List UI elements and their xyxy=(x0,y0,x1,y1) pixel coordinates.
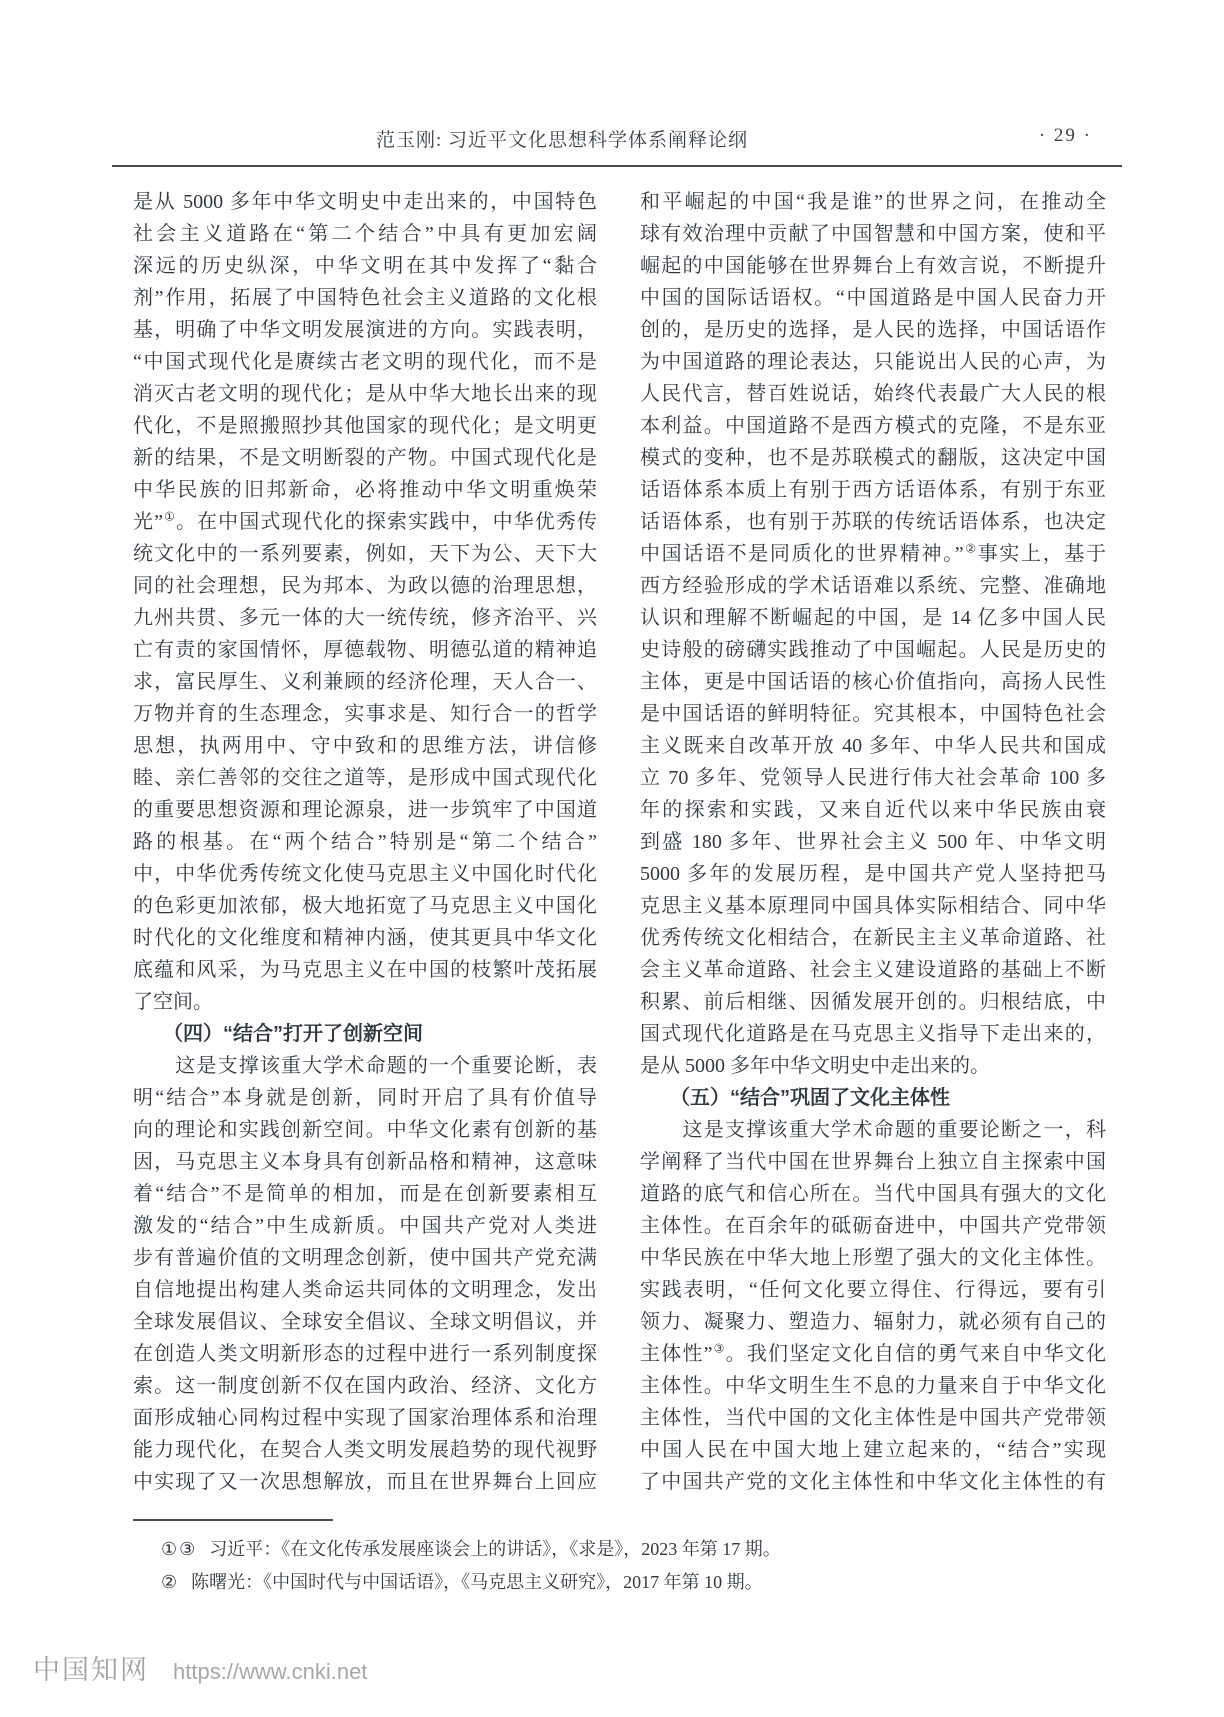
body-text-line: 能力现代化，在契合人类文明发展趋势的现代视野 xyxy=(133,1439,597,1461)
section-heading: （五）“结合”巩固了文化主体性 xyxy=(640,1087,950,1109)
body-text-line: 光”①。在中国式现代化的探索实践中，中华优秀传 xyxy=(133,509,597,533)
body-text-line: 主体性。在百余年的砥砺奋进中，中国共产党带领 xyxy=(640,1215,1106,1237)
body-text-line: 新的结果，不是文明断裂的产物。中国式现代化是 xyxy=(133,447,597,469)
body-text-line: 中国话语不是同质化的世界精神。”②事实上，基于 xyxy=(640,541,1106,565)
footnote-item xyxy=(133,1533,1106,1566)
body-text-line: 实践表明，“任何文化要立得住、行得远，要有引 xyxy=(640,1279,1106,1301)
body-text-line: 着“结合”不是简单的相加，而是在创新要素相互 xyxy=(133,1183,597,1205)
body-text-line: 中国的国际话语权。“中国道路是中国人民奋力开 xyxy=(640,287,1106,309)
body-text-line: 主义既来自改革开放 40 多年、中华人民共和国成 xyxy=(640,735,1106,757)
footnote-ref: ② xyxy=(963,541,978,556)
footnotes xyxy=(133,1533,1106,1599)
body-text-line: 中，中华优秀传统文化使马克思主义中国化时代化 xyxy=(133,863,597,885)
body-text-line: 基，明确了中华文明发展演进的方向。实践表明， xyxy=(133,319,597,341)
body-text-line: 话语体系本质上有别于西方话语体系，有别于东亚 xyxy=(640,479,1106,501)
body-text-line: 激发的“结合”中生成新质。中国共产党对人类进 xyxy=(133,1215,597,1237)
footnote-ref: ① xyxy=(162,509,176,524)
body-text-line: 人民代言，替百姓说话，始终代表最广大人民的根 xyxy=(640,383,1106,405)
body-text-line: 会主义革命道路、社会主义建设道路的基础上不断 xyxy=(640,959,1106,981)
body-text-line: 统文化中的一系列要素，例如，天下为公、天下大 xyxy=(133,543,597,565)
body-text-line: 步有普遍价值的文明理念创新，使中国共产党充满 xyxy=(133,1247,597,1269)
body-text-line: 创的，是历史的选择，是人民的选择，中国话语作 xyxy=(640,319,1106,341)
body-text-line: 了中国共产党的文化主体性和中华文化主体性的有 xyxy=(640,1471,1106,1493)
body-text-line: 代化，不是照搬照抄其他国家的现代化；是文明更 xyxy=(133,415,597,437)
body-text-line: 向的理论和实践创新空间。中华文化素有创新的基 xyxy=(133,1119,597,1141)
body-text-line: 5000 多年的发展历程，是中国共产党人坚持把马 xyxy=(640,863,1106,885)
body-text-line: 克思主义基本原理同中国具体实际相结合、同中华 xyxy=(640,895,1106,917)
body-text-line: 底蕴和风采，为马克思主义在中国的枝繁叶茂拓展 xyxy=(133,959,597,981)
body-text-line: 在创造人类文明新形态的过程中进行一系列制度探 xyxy=(133,1343,597,1365)
body-text-line: 睦、亲仁善邻的交往之道等，是形成中国式现代化 xyxy=(133,767,597,789)
body-text-line: 西方经验形成的学术话语难以系统、完整、准确地 xyxy=(640,575,1106,597)
body-text-line: 年的探索和实践，又来自近代以来中华民族由衰 xyxy=(640,799,1106,821)
body-text-line: 九州共贯、多元一体的大一统传统，修齐治平、兴 xyxy=(133,607,597,629)
body-text-line: 求，富民厚生、义利兼顾的经济伦理，天人合一、 xyxy=(133,671,597,693)
body-text-line: 模式的变种，也不是苏联模式的翻版，这决定中国 xyxy=(640,447,1106,469)
body-text-line: 思想，执两用中、守中致和的思维方法，讲信修 xyxy=(133,735,597,757)
footnote-item xyxy=(133,1566,1106,1599)
body-text-line: 同的社会理想，民为邦本、为政以德的治理思想， xyxy=(133,575,597,597)
body-text-line: 路的根基。在“两个结合”特别是“第二个结合” xyxy=(133,831,597,853)
footnote-separator-rule xyxy=(133,1519,333,1521)
body-text-line: 消灭古老文明的现代化；是从中华大地长出来的现 xyxy=(133,383,597,405)
body-text-line: 道路的底气和信心所在。当代中国具有强大的文化 xyxy=(640,1183,1106,1205)
footnote-text: 陈曙光：《中国时代与中国话语》，《马克思主义研究》，2017 年第 10 期。 xyxy=(191,1572,763,1592)
body-text-line: 明“结合”本身就是创新，同时开启了具有价值导 xyxy=(133,1087,597,1109)
body-text-line: 国式现代化道路是在马克思主义指导下走出来的， xyxy=(640,1023,1106,1045)
body-text-line: 主体性，当代中国的文化主体性是中国共产党带领 xyxy=(640,1407,1106,1429)
body-text-line: 积累、前后相继、因循发展开创的。归根结底，中 xyxy=(640,991,1106,1013)
body-text-line: 主体性。中华文明生生不息的力量来自于中华文化 xyxy=(640,1375,1106,1397)
body-text-line: 自信地提出构建人类命运共同体的文明理念，发出 xyxy=(133,1279,597,1301)
body-text-line: 到盛 180 多年、世界社会主义 500 年、中华文明 xyxy=(640,831,1106,853)
body-text-line: 认识和理解不断崛起的中国，是 14 亿多中国人民 xyxy=(640,607,1106,629)
body-text-line: 的重要思想资源和理论源泉，进一步筑牢了中国道 xyxy=(133,799,597,821)
body-text-line: 的色彩更加浓郁，极大地拓宽了马克思主义中国化 xyxy=(133,895,597,917)
body-text-line: 主体性”③。我们坚定文化自信的勇气来自中华文化 xyxy=(640,1341,1106,1365)
body-text-line: 领力、凝聚力、塑造力、辐射力，就必须有自己的 xyxy=(640,1311,1106,1333)
cnki-watermark xyxy=(33,1648,367,1687)
body-text-line: 主体，更是中国话语的核心价值指向，高扬人民性 xyxy=(640,671,1106,693)
body-text-line: 球有效治理中贡献了中国智慧和中国方案，使和平 xyxy=(640,223,1106,245)
body-text-line: 崛起的中国能够在世界舞台上有效言说，不断提升 xyxy=(640,255,1106,277)
body-text-line: 中华民族在中华大地上形塑了强大的文化主体性。 xyxy=(640,1247,1106,1269)
body-text-line: 和平崛起的中国“我是谁”的世界之问，在推动全 xyxy=(640,191,1106,213)
body-text-line: 索。这一制度创新不仅在国内政治、经济、文化方 xyxy=(133,1375,597,1397)
body-text-line: “中国式现代化是赓续古老文明的现代化，而不是 xyxy=(133,351,597,373)
body-text-line: 本利益。中国道路不是西方模式的克隆，不是东亚 xyxy=(640,415,1106,437)
body-text-line: 这是支撑该重大学术命题的一个重要论断，表 xyxy=(133,1055,597,1077)
footnote-text: 习近平：《在文化传承发展座谈会上的讲话》，《求是》，2023 年第 17 期。 xyxy=(209,1539,781,1559)
body-text-line: 立 70 多年、党领导人民进行伟大社会革命 100 多 xyxy=(640,767,1106,789)
body-text-line: 是从 5000 多年中华文明史中走出来的。 xyxy=(640,1055,990,1077)
left-column xyxy=(133,186,597,1498)
body-text-line: 了空间。 xyxy=(133,991,213,1013)
body-text-line: 全球发展倡议、全球安全倡议、全球文明倡议，并 xyxy=(133,1311,597,1333)
body-text-line: 话语体系，也有别于苏联的传统话语体系，也决定 xyxy=(640,511,1106,533)
body-text-line: 优秀传统文化相结合，在新民主主义革命道路、社 xyxy=(640,927,1106,949)
body-text-line: 是从 5000 多年中华文明史中走出来的，中国特色 xyxy=(133,191,597,213)
footnote-marker: ② xyxy=(161,1572,180,1592)
footnote-marker: ①③ xyxy=(161,1539,198,1559)
header-rule xyxy=(112,165,1122,167)
body-text-line: 亡有责的家国情怀，厚德载物、明德弘道的精神追 xyxy=(133,639,597,661)
body-text-line: 时代化的文化维度和精神内涵，使其更具中华文化 xyxy=(133,927,597,949)
body-text-line: 面形成轴心同构过程中实现了国家治理体系和治理 xyxy=(133,1407,597,1429)
footnote-ref: ③ xyxy=(712,1341,726,1356)
body-text-line: 为中国道路的理论表达，只能说出人民的心声，为 xyxy=(640,351,1106,373)
body-text-line: 深远的历史纵深，中华文明在其中发挥了“黏合 xyxy=(133,255,597,277)
cnki-url[interactable]: https://www.cnki.net xyxy=(173,1659,368,1684)
page-number: · 29 · xyxy=(1038,125,1092,146)
body-text-line: 这是支撑该重大学术命题的重要论断之一，科 xyxy=(640,1119,1106,1141)
body-text-line: 社会主义道路在“第二个结合”中具有更加宏阔 xyxy=(133,223,597,245)
running-header-title: 范玉刚: 习近平文化思想科学体系阐释论纲 xyxy=(375,130,749,151)
right-column xyxy=(640,186,1106,1498)
body-text-line: 因，马克思主义本身具有创新品格和精神，这意味 xyxy=(133,1151,597,1173)
body-text-line: 中实现了又一次思想解放，而且在世界舞台上回应 xyxy=(133,1471,597,1493)
body-text-line: 中国人民在中国大地上建立起来的，“结合”实现 xyxy=(640,1439,1106,1461)
section-heading: （四）“结合”打开了创新空间 xyxy=(133,1023,423,1045)
cnki-brand: 中国知网 xyxy=(33,1655,149,1685)
body-text-line: 学阐释了当代中国在世界舞台上独立自主探索中国 xyxy=(640,1151,1106,1173)
body-text-line: 史诗般的磅礴实践推动了中国崛起。人民是历史的 xyxy=(640,639,1106,661)
body-text-line: 剂”作用，拓展了中国特色社会主义道路的文化根 xyxy=(133,287,597,309)
body-text-line: 是中国话语的鲜明特征。究其根本，中国特色社会 xyxy=(640,703,1106,725)
body-text-line: 中华民族的旧邦新命，必将推动中华文明重焕荣 xyxy=(133,479,597,501)
body-text-line: 万物并育的生态理念，实事求是、知行合一的哲学 xyxy=(133,703,597,725)
